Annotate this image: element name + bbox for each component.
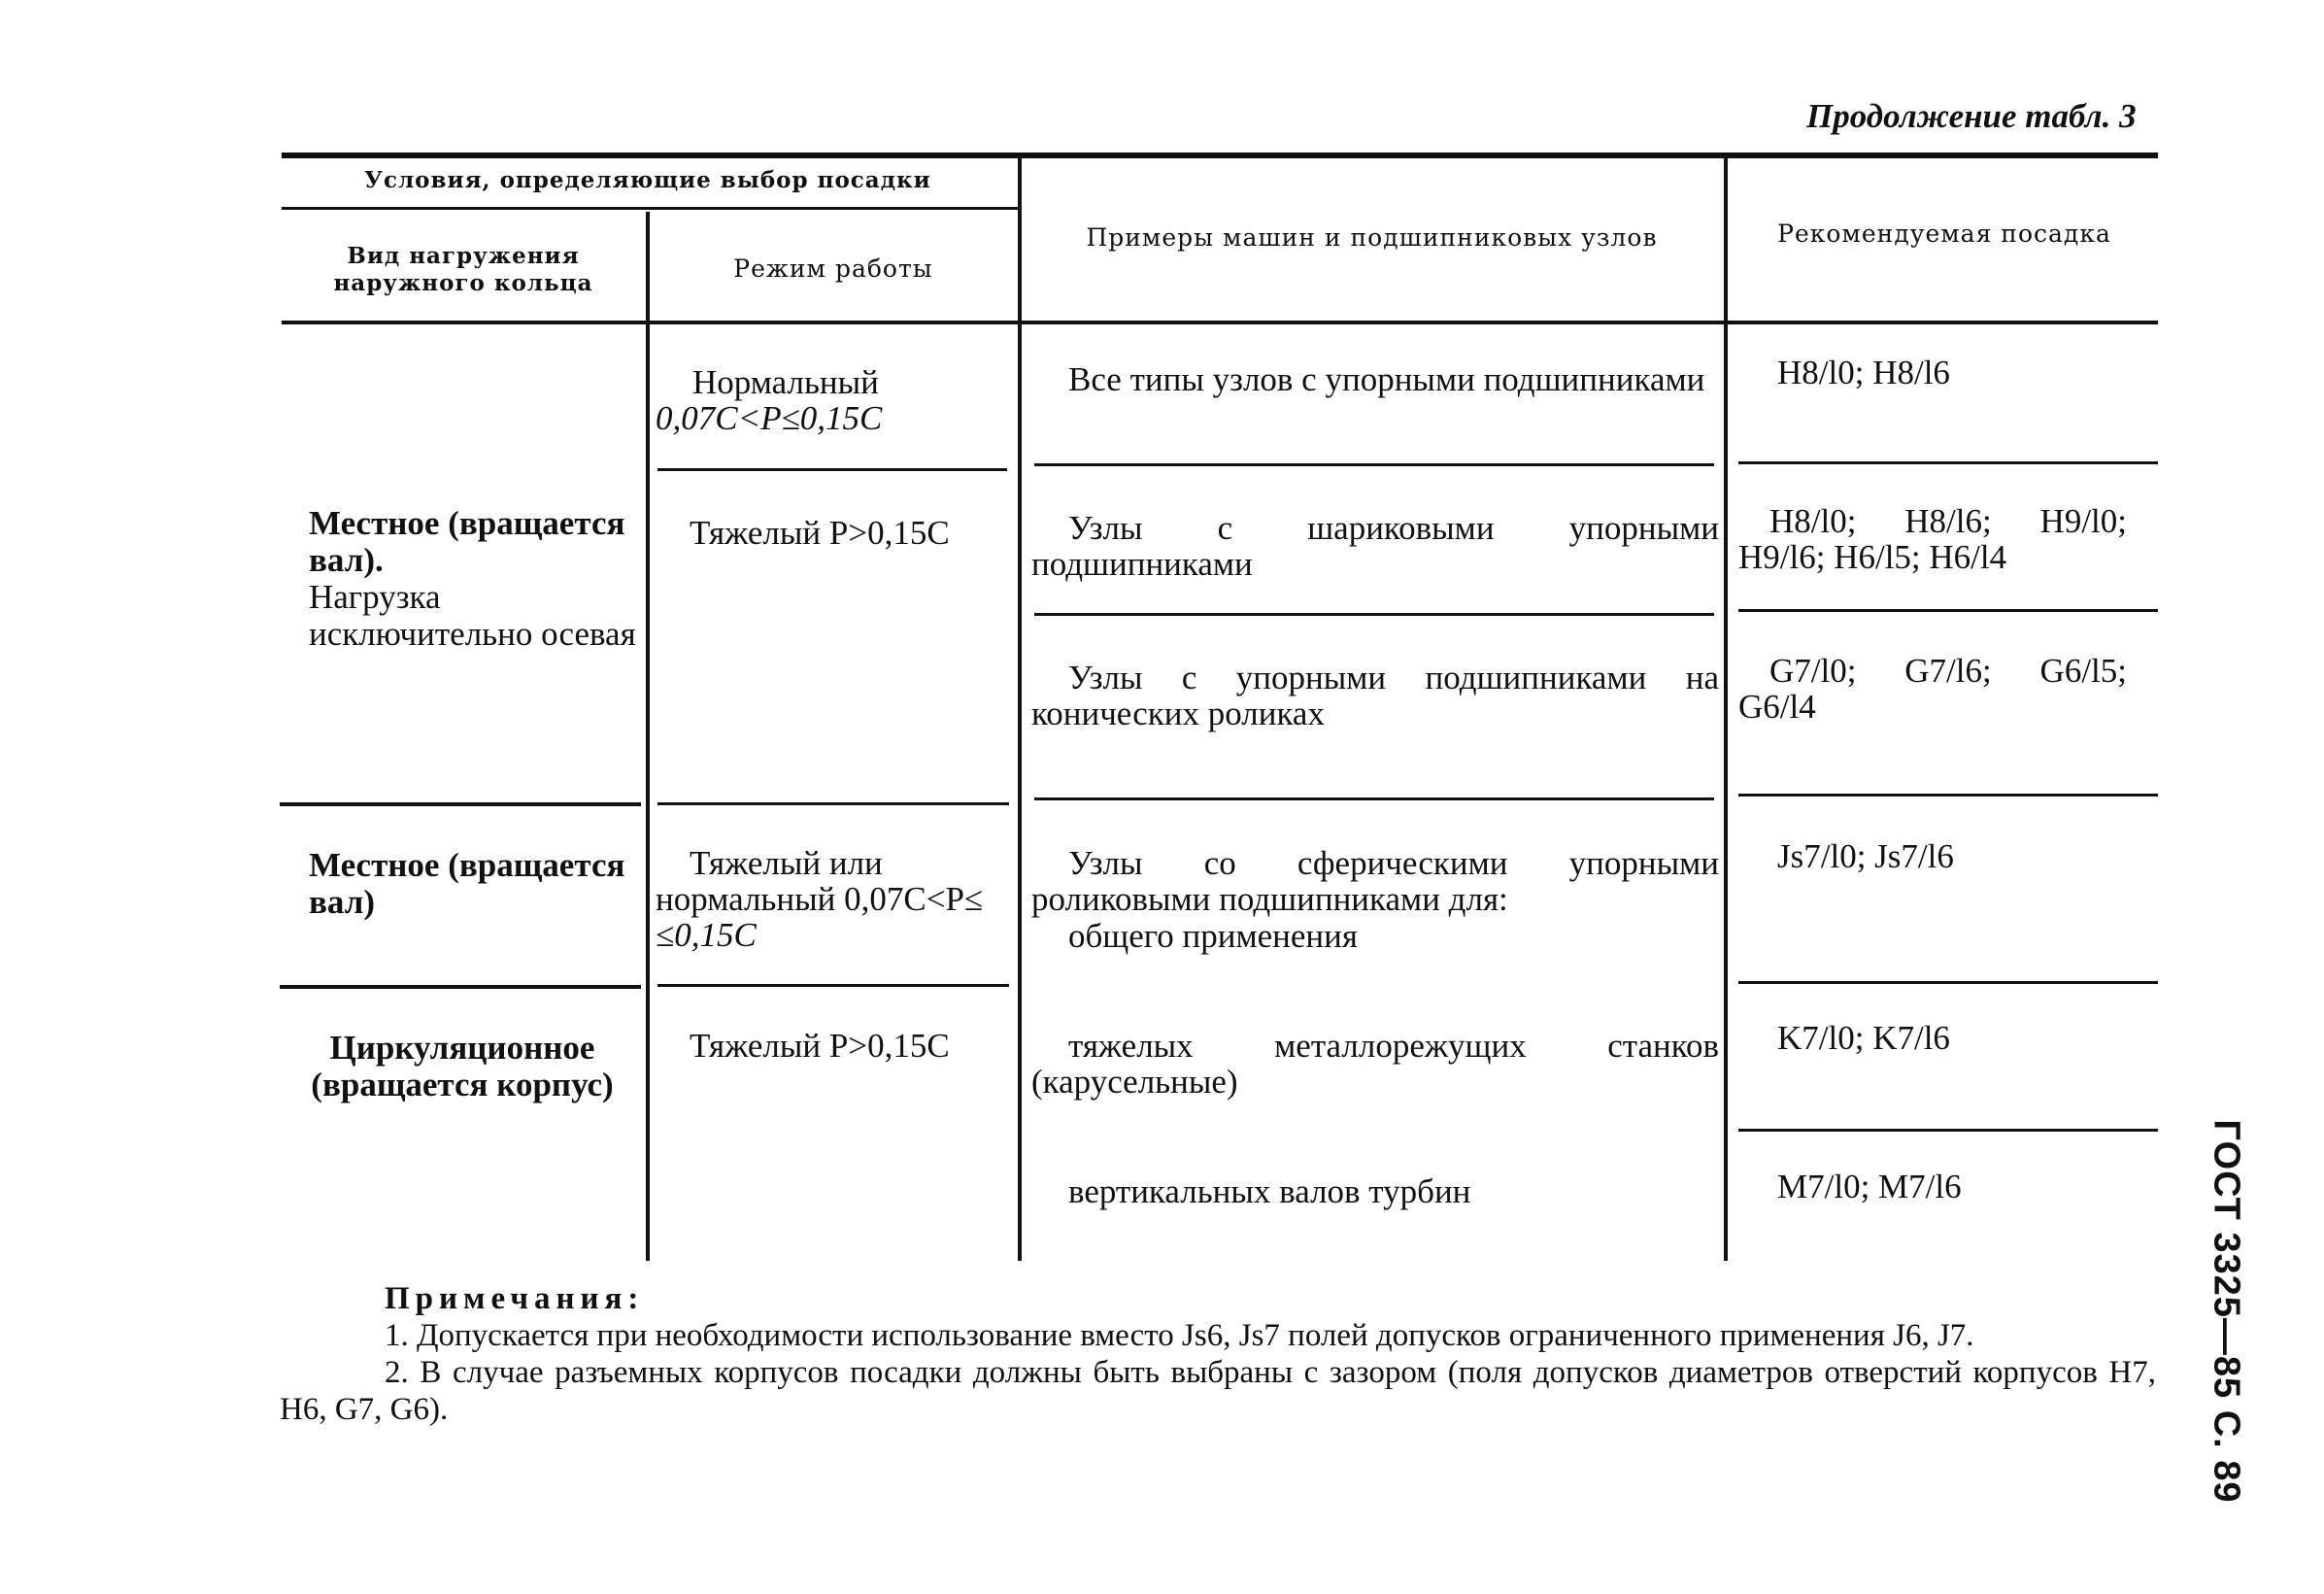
- row3-load-type-line1: Циркуляционное: [329, 1029, 595, 1067]
- fit-rule-1: [1738, 461, 2158, 464]
- fit-rule-2: [1738, 609, 2158, 612]
- header-bottom-rule: [282, 321, 2158, 324]
- row2-mode: [656, 845, 991, 953]
- document-code: [2168, 1119, 2284, 1504]
- header-group: Условия, определяющие выбор посадки: [364, 167, 931, 193]
- mode-rule-1: [657, 468, 1007, 471]
- header-load-type: Вид нагружения наружного кольца: [333, 243, 593, 296]
- row3-example2: вертикальных валов турбин: [1068, 1172, 1471, 1210]
- row2-mode-line1: Тяжелый или нормальный 0,07C<P≤: [656, 844, 984, 918]
- note-1: 1. Допускается при необходимости использование вместо Js6, Js7 полей допусков ограниченного применения J6, J7.: [385, 1318, 1974, 1353]
- row1-load-type-line1: Местное (вращается вал).: [309, 504, 625, 579]
- row2-example: Узлы со сферическими упорными роликовыми подшипниками для:: [1031, 844, 1719, 918]
- row-rule-1a: [280, 802, 641, 806]
- fit-rule-3: [1738, 981, 2158, 984]
- row-rule-2b: [657, 984, 1009, 987]
- row-rule-1b: [657, 802, 1009, 805]
- row1-mode1: [656, 364, 1010, 436]
- row1-example3: Узлы с упорными подшипниками на конических роликах: [1031, 659, 1719, 732]
- divider-2: [1018, 157, 1022, 1261]
- row1-mode2-line1: Тяжелый P>0,15C: [690, 514, 950, 552]
- example-rule-2: [1034, 613, 1714, 616]
- row3-load-type-line2: (вращается корпус): [311, 1066, 614, 1103]
- row1-load-type-line2: Нагрузка исключительно осевая: [309, 578, 636, 653]
- divider-1: [646, 212, 650, 1261]
- row1-fit1: H8/l0; H8/l6: [1777, 354, 1950, 391]
- row2-load-type: Местное (вращается вал): [309, 846, 625, 921]
- row1-load-type: [282, 505, 643, 653]
- continuation-label: Продолжение табл. 3: [1806, 97, 2137, 135]
- notes-title: Примечания:: [385, 1281, 645, 1316]
- note-2: 2. В случае разъемных корпусов посадки должны быть выбраны с зазором (поля допусков диаметров отверстий корпусов H7, H6, G7, G6).: [280, 1355, 2156, 1427]
- notes: [280, 1280, 2156, 1428]
- row1-mode1-line2: 0,07C<P≤0,15C: [656, 399, 883, 437]
- row1-mode1-line1: Нормальный: [692, 363, 879, 401]
- header-mode: Режим работы: [733, 254, 933, 283]
- row3-example1: тяжелых металлорежущих станков (карусельные): [1031, 1027, 1719, 1101]
- row2-mode-line2: ≤0,15C: [656, 916, 757, 954]
- row1-example2: Узлы с шариковыми упорными подшипниками: [1031, 509, 1719, 583]
- header-examples: Примеры машин и подшипниковых узлов: [1086, 223, 1658, 252]
- row-rule-1c: [1034, 797, 1714, 800]
- table-top-rule: [282, 153, 2158, 158]
- row-rule-2a: [280, 985, 641, 989]
- header-group-rule: [282, 207, 1018, 210]
- row3-fit2: M7/l0; M7/l6: [1777, 1168, 1962, 1205]
- row1-fit3: G7/l0; G7/l6; G6/l5; G6/l4: [1738, 652, 2127, 726]
- header-fit: Рекомендуемая посадка: [1777, 220, 2111, 248]
- divider-3: [1724, 155, 1728, 1261]
- row3-load-type: [282, 1030, 643, 1103]
- row1-example1: Все типы узлов с упорными подшипниками: [1068, 360, 1705, 398]
- row-rule-1d: [1738, 794, 2158, 797]
- fit-rule-4: [1738, 1129, 2158, 1132]
- row1-mode2: [656, 515, 1010, 551]
- row1-fit2: H8/l0; H8/l6; H9/l0; H9/l6; H6/l5; H6/l4: [1738, 502, 2127, 576]
- row3-fit1: K7/l0; K7/l6: [1777, 1019, 1950, 1057]
- row2-example-subtext: общего применения: [1068, 917, 1358, 955]
- example-rule-1: [1034, 463, 1714, 466]
- document-code-text: ГОСТ 3325—85 С. 89: [2206, 1119, 2247, 1504]
- row2-fit: Js7/l0; Js7/l6: [1777, 837, 1954, 875]
- row3-mode: Тяжелый P>0,15C: [690, 1027, 950, 1065]
